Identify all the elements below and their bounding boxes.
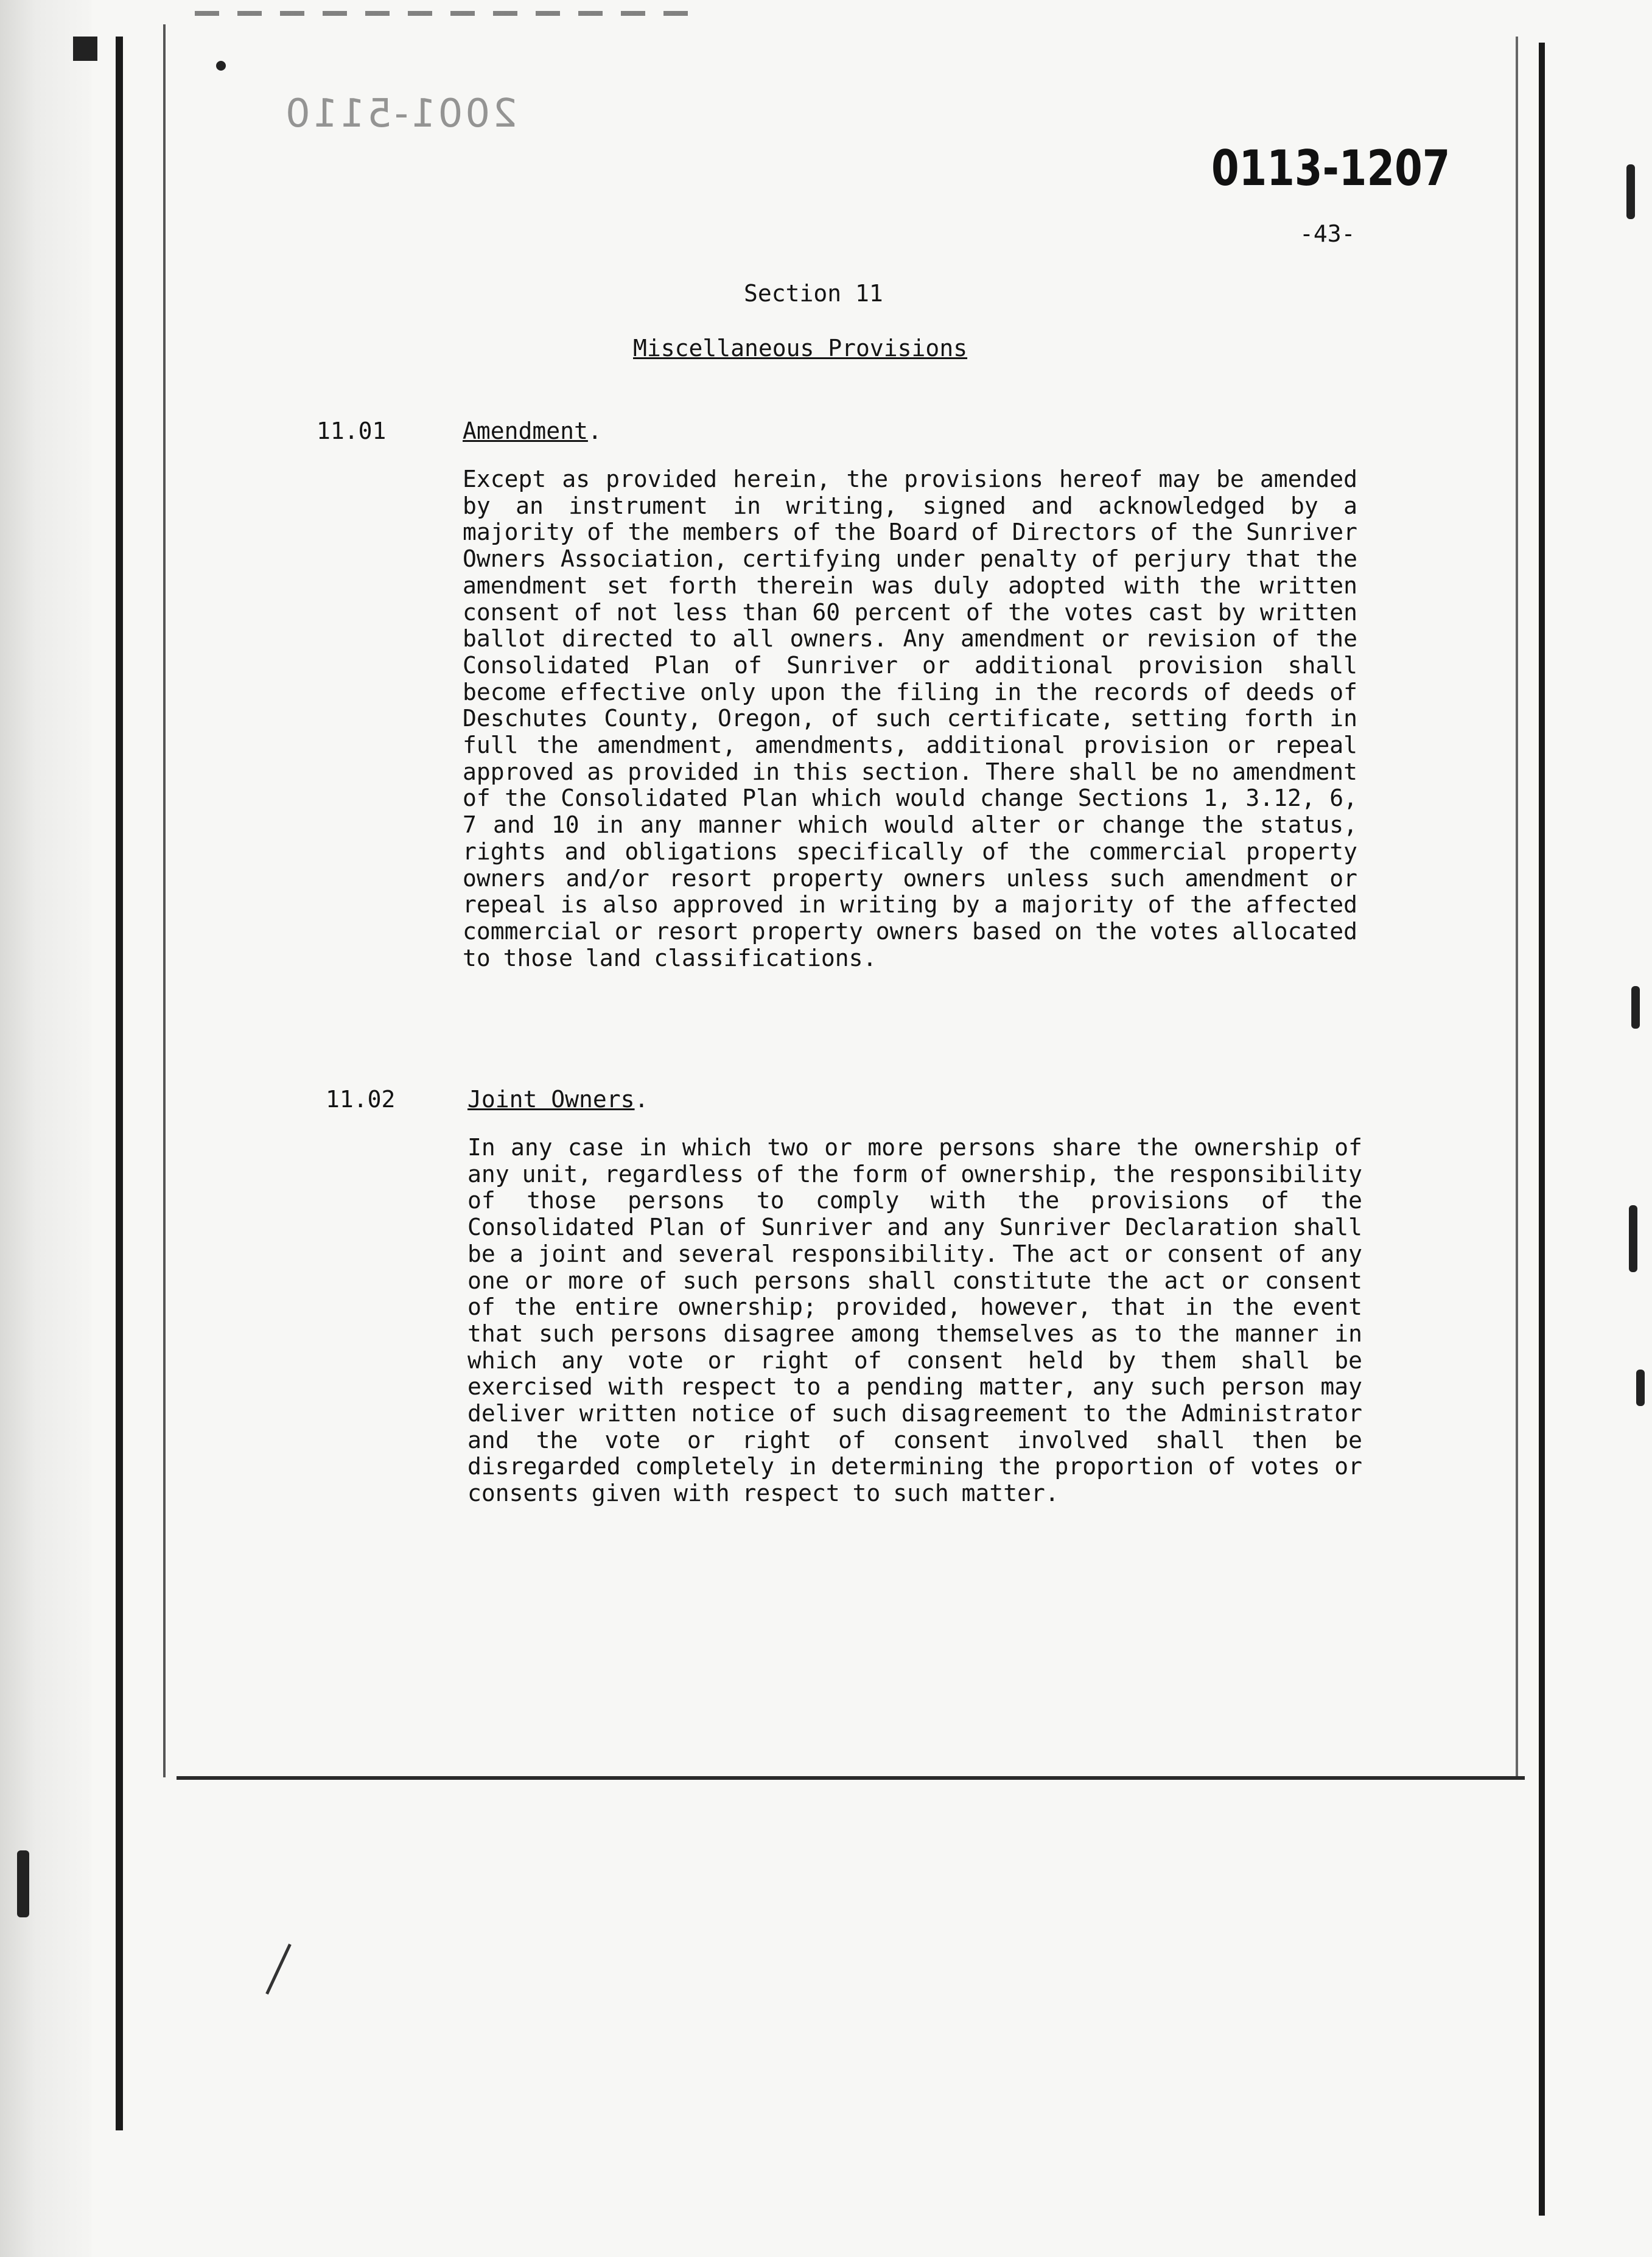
page-number: -43- <box>1300 220 1356 247</box>
paragraph-number: 11.02 <box>326 1086 396 1113</box>
paragraph-body: In any case in which two or more persons share the ownership of any unit, regardless of the form of ownership, the responsibility of those persons to comply with the provisions of the Consolidated Plan of Sunriver and any Sunriver Declaration shall be a joint and several responsibility. The act or consent of any one or more of such persons shall constitute the act or consent of the entire ownership; provided, however, that in the event that such persons disagree among themselves as to the manner in which any vote or right of consent held by them shall be exercised with respect to a pending matter, any such person may deliver written notice of such disagreement to the Administrator and the vote or right of consent involved shall then be disregarded completely in determining the proportion of votes or consents given with respect to such matter. <box>467 1134 1362 1507</box>
section-title: Section 11 <box>744 280 883 307</box>
scan-left-inner-border <box>163 24 166 1777</box>
paragraph-number: 11.01 <box>317 418 387 444</box>
paragraph-heading-suffix: . <box>587 418 602 444</box>
scan-right-inner-border <box>1516 37 1518 1777</box>
scan-left-shadow <box>0 0 91 2257</box>
paragraph-heading <box>467 1086 648 1113</box>
paragraph-heading-suffix: . <box>634 1086 649 1113</box>
paragraph-heading-text: Joint Owners <box>467 1086 635 1113</box>
mirrored-stamp: 2001-5110 <box>283 91 517 136</box>
scan-corner-mark <box>73 37 97 61</box>
scan-right-border <box>1539 43 1545 2216</box>
scan-dot <box>216 61 226 71</box>
scan-top-mark <box>195 11 694 16</box>
scan-right-blot <box>1626 164 1635 219</box>
paragraph-body: Except as provided herein, the provisions hereof may be amended by an instrument in writing, signed and acknowledged by a majority of the members of the Board of Directors of the Sunriver Owners Association, certifying under penalty of perjury that the amendment set forth therein was duly adopted with the written consent of not less than 60 percent of the votes cast by written ballot directed to all owners. Any amendment or revision of the Consolidated Plan of Sunriver or additional provision shall become effective only upon the filing in the records of deeds of Deschutes County, Oregon, of such certificate, setting forth in full the amendment, amendments, additional provision or repeal approved as provided in this section. There shall be no amendment of the Consolidated Plan which would change Sections 1, 3.12, 6, 7 and 10 in any manner which would alter or change the status, rights and obligations specifically of the commercial property owners and/or resort property owners unless such amendment or repeal is also approved in writing by a majority of the affected commercial or resort property owners based on the votes allocated to those land classifications. <box>463 466 1357 971</box>
scan-left-border <box>116 37 123 2130</box>
paragraph-heading-text: Amendment <box>463 418 588 444</box>
document-number: 0113-1207 <box>1211 140 1451 197</box>
scan-bottom-border <box>177 1776 1525 1780</box>
paragraph-heading <box>463 418 602 444</box>
scan-right-blot <box>1631 986 1640 1029</box>
scan-right-blot <box>1636 1370 1645 1406</box>
scan-slash-mark <box>265 1944 292 1995</box>
scan-right-blot <box>1629 1205 1637 1272</box>
scan-right-blot <box>17 1850 29 1917</box>
section-subtitle: Miscellaneous Provisions <box>633 335 968 362</box>
